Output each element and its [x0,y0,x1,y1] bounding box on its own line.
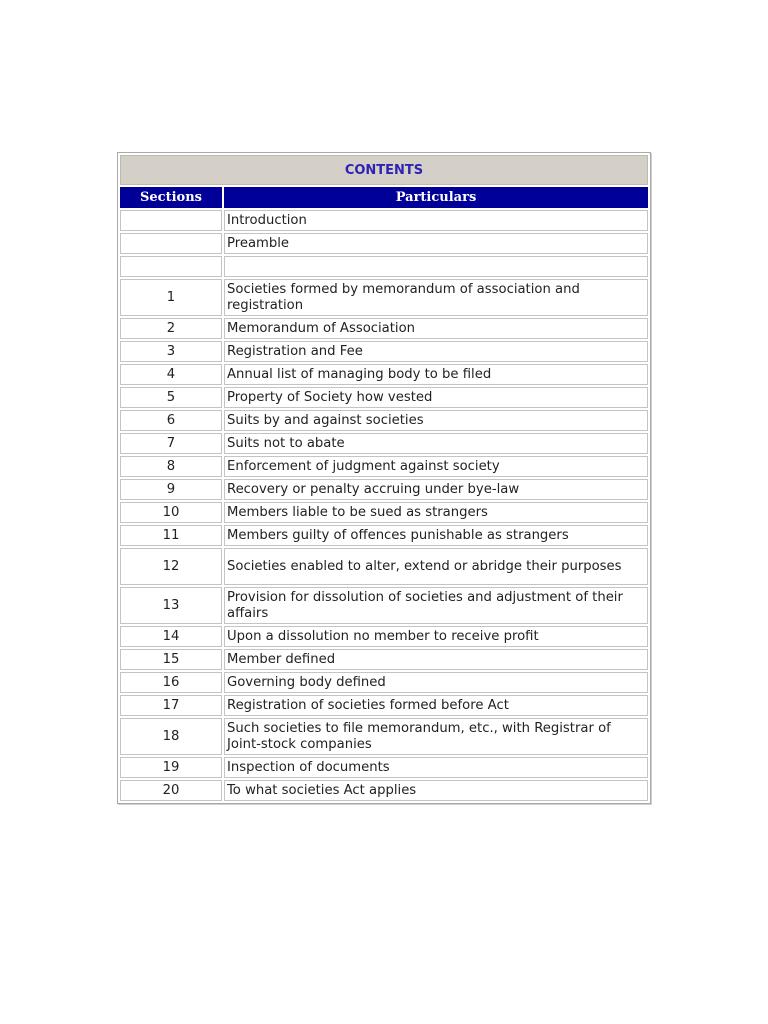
table-row [120,548,648,585]
contents-table [117,152,651,804]
section-number: 10 [120,502,222,523]
table-row [120,210,648,231]
section-number: 9 [120,479,222,500]
table-row [120,757,648,778]
section-number: 2 [120,318,222,339]
section-particular: Suits not to abate [224,433,648,454]
section-particular: Upon a dissolution no member to receive profit [224,626,648,647]
header-row [120,187,648,208]
table-row [120,695,648,716]
section-particular: Member defined [224,649,648,670]
section-particular [224,256,648,277]
section-number: 7 [120,433,222,454]
section-number: 1 [120,279,222,316]
section-particular: Provision for dissolution of societies and adjustment of their affairs [224,587,648,624]
section-number: 14 [120,626,222,647]
table-row [120,387,648,408]
table-row [120,279,648,316]
table-row [120,672,648,693]
section-number: 18 [120,718,222,755]
table-row [120,410,648,431]
section-particular: To what societies Act applies [224,780,648,801]
sections-header: Sections [120,187,222,208]
section-particular: Societies formed by memorandum of association and registration [224,279,648,316]
section-number: 5 [120,387,222,408]
table-row [120,780,648,801]
table-row [120,233,648,254]
section-particular: Members guilty of offences punishable as strangers [224,525,648,546]
section-particular: Such societies to file memorandum, etc., with Registrar of Joint-stock companies [224,718,648,755]
table-row [120,433,648,454]
section-number: 16 [120,672,222,693]
section-number [120,256,222,277]
section-number: 11 [120,525,222,546]
table-row [120,626,648,647]
section-number [120,233,222,254]
section-particular: Members liable to be sued as strangers [224,502,648,523]
table-row [120,587,648,624]
contents-title: CONTENTS [120,155,648,185]
section-number: 3 [120,341,222,362]
section-particular: Recovery or penalty accruing under bye-law [224,479,648,500]
table-row [120,456,648,477]
table-row [120,256,648,277]
section-number: 13 [120,587,222,624]
section-particular: Enforcement of judgment against society [224,456,648,477]
table-row [120,502,648,523]
table-body [120,210,648,801]
section-particular: Registration of societies formed before Act [224,695,648,716]
section-particular: Annual list of managing body to be filed [224,364,648,385]
section-particular: Property of Society how vested [224,387,648,408]
section-particular: Inspection of documents [224,757,648,778]
section-number: 17 [120,695,222,716]
table-row [120,525,648,546]
section-number [120,210,222,231]
section-number: 20 [120,780,222,801]
section-number: 6 [120,410,222,431]
section-particular: Governing body defined [224,672,648,693]
section-particular: Societies enabled to alter, extend or abridge their purposes [224,548,648,585]
table-row [120,718,648,755]
section-number: 12 [120,548,222,585]
table-row [120,318,648,339]
section-number: 15 [120,649,222,670]
section-number: 19 [120,757,222,778]
table-row [120,364,648,385]
particulars-header: Particulars [224,187,648,208]
section-particular: Registration and Fee [224,341,648,362]
section-particular: Introduction [224,210,648,231]
table-row [120,479,648,500]
section-particular: Preamble [224,233,648,254]
section-number: 4 [120,364,222,385]
table-row [120,341,648,362]
section-particular: Memorandum of Association [224,318,648,339]
table-row [120,649,648,670]
section-particular: Suits by and against societies [224,410,648,431]
section-number: 8 [120,456,222,477]
title-row [120,155,648,185]
